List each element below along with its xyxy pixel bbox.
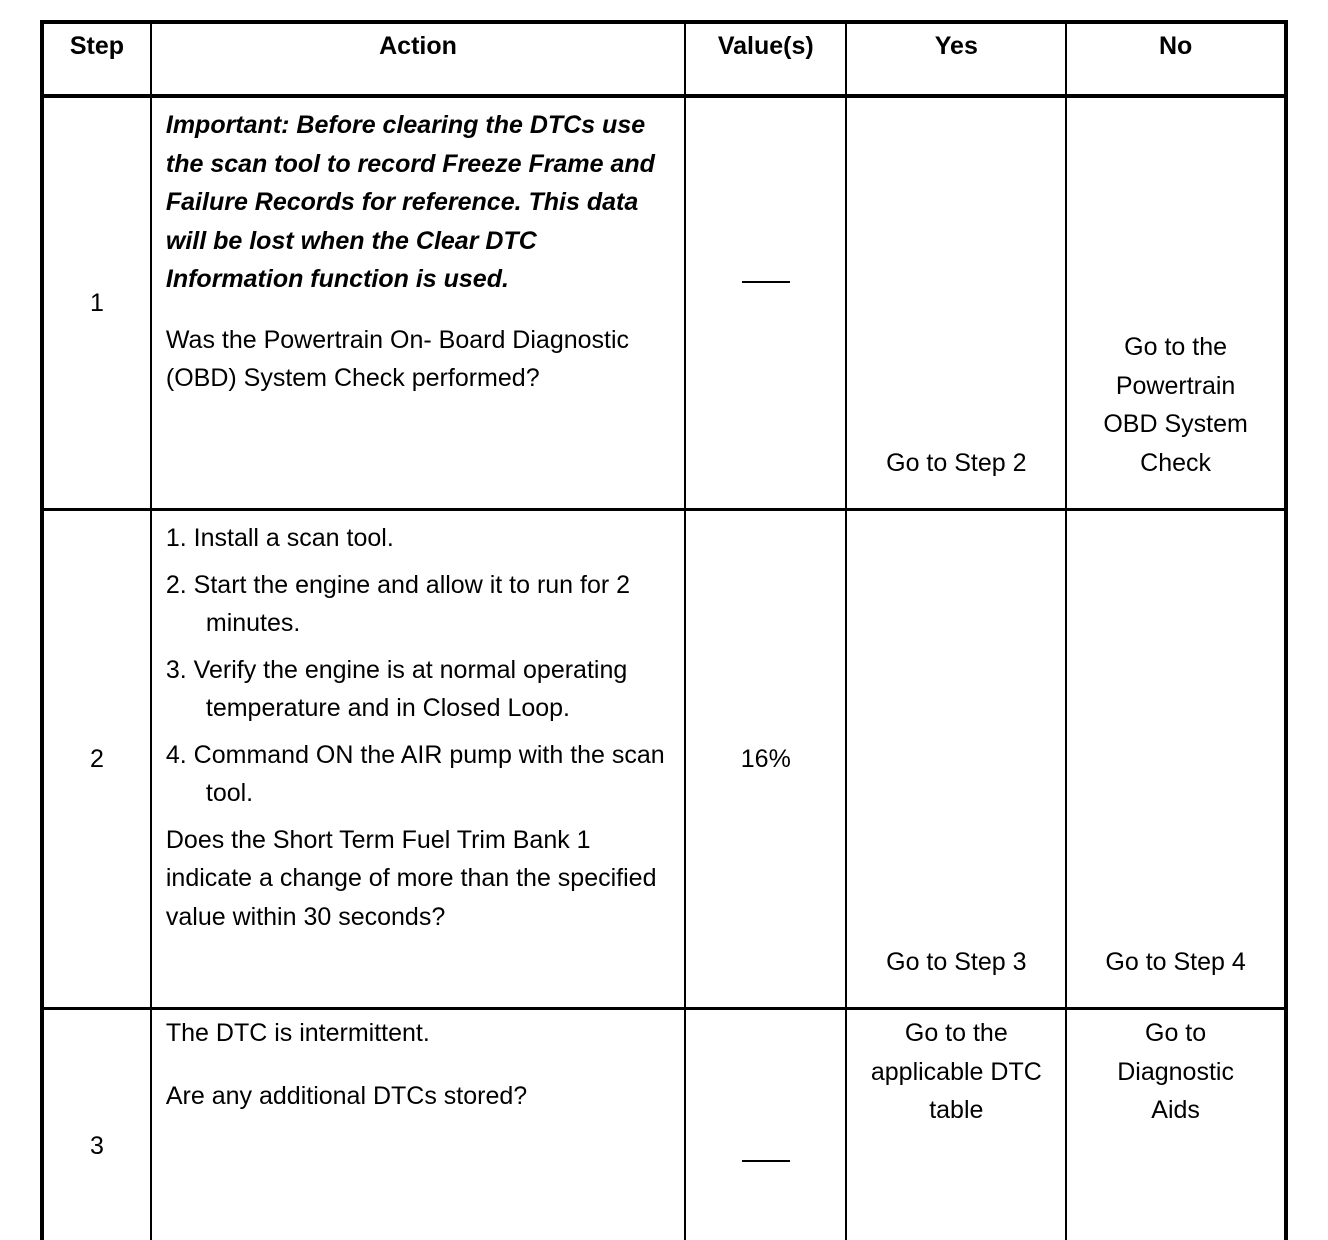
action-question: Are any additional DTCs stored? [166,1077,670,1116]
step-number: 1 [42,96,151,510]
no-outcome: Go to Diagnostic Aids [1067,1014,1284,1130]
list-item: 3. Verify the engine is at normal operating temperature and in Closed Loop. [166,651,670,728]
action-question: Does the Short Term Fuel Trim Bank 1 indicate a change of more than the specified value within 30 seconds? [166,821,670,937]
no-cell [1066,96,1286,510]
header-values: Value(s) [685,22,846,96]
yes-outcome: Go to Step 2 [847,444,1065,509]
empty-value-dash [742,281,790,283]
no-cell [1066,510,1286,1009]
important-note: Important: Before clearing the DTCs use the scan tool to record Freeze Frame and Failure Records for reference. This data will be lost when the Clear DTC Information function is used. [166,106,670,299]
no-cell [1066,1009,1286,1240]
yes-outcome: Go to the applicable DTC table [847,1014,1065,1130]
value-cell [685,96,846,510]
no-outcome: Go to the Powertrain OBD System Check [1067,328,1284,508]
yes-cell [846,1009,1066,1240]
action-steps-list [166,519,670,813]
diagnostic-table [40,20,1288,1240]
value-cell [685,1009,846,1240]
step-number: 2 [42,510,151,1009]
yes-outcome: Go to Step 3 [847,943,1065,1008]
action-question: Was the Powertrain On- Board Diagnostic (OBD) System Check performed? [166,321,670,398]
header-no: No [1066,22,1286,96]
list-item: 2. Start the engine and allow it to run for 2 minutes. [166,566,670,643]
header-row [42,22,1286,96]
action-cell [151,1009,685,1240]
list-item: 4. Command ON the AIR pump with the scan tool. [166,736,670,813]
empty-value-dash [742,1160,790,1162]
action-statement: The DTC is intermittent. [166,1014,670,1053]
yes-cell [846,96,1066,510]
header-yes: Yes [846,22,1066,96]
action-cell [151,96,685,510]
no-outcome: Go to Step 4 [1067,943,1284,1008]
list-item: 1. Install a scan tool. [166,519,670,558]
action-cell [151,510,685,1009]
table-row-step-2 [42,510,1286,1009]
table-row-step-1 [42,96,1286,510]
header-action: Action [151,22,685,96]
step-number: 3 [42,1009,151,1240]
yes-cell [846,510,1066,1009]
header-step: Step [42,22,151,96]
value-cell: 16% [685,510,846,1009]
table-row-step-3 [42,1009,1286,1240]
